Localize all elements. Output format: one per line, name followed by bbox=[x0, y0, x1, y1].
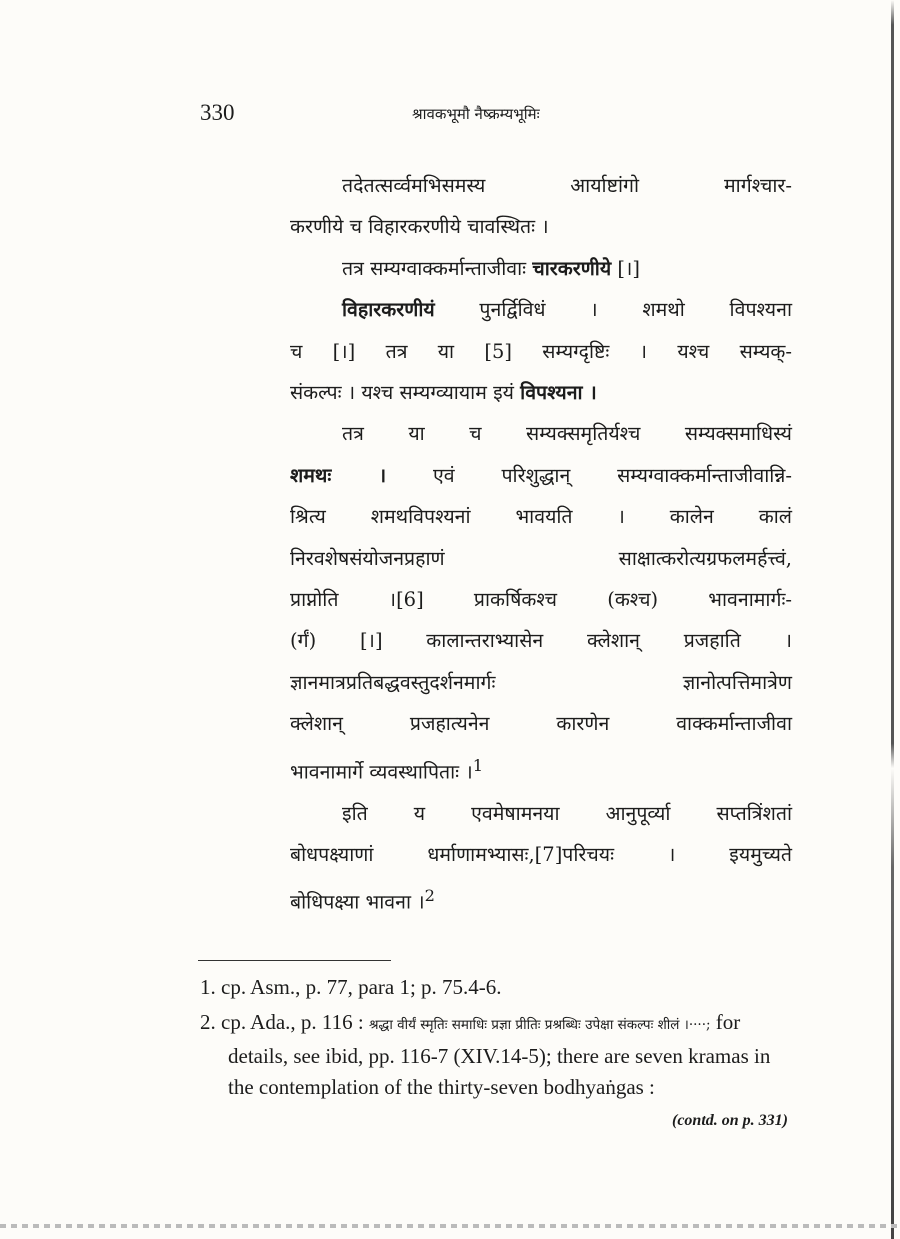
text-line: तत्र या च सम्यक्समृतिर्यश्च सम्यक्समाधिस्यं bbox=[342, 422, 792, 446]
text-line: बोधपक्ष्याणां धर्माणामभ्यासः,[7]परिचयः । इयमुच्यते bbox=[290, 843, 792, 866]
footnote-1: 1. cp. Asm., p. 77, para 1; p. 75.4-6. bbox=[200, 975, 502, 999]
text-line: ज्ञानमात्रप्रतिबद्धवस्तुदर्शनमार्गः ज्ञानोत्पत्तिमात्रेण bbox=[290, 670, 792, 694]
bold-term: विहारकरणीयं bbox=[342, 298, 435, 322]
sanskrit-quote: श्रद्धा वीर्यं स्मृतिः समाधिः प्रज्ञा प्रीतिः प्रश्रब्धिः उपेक्षा संकल्पः शीलं ।····; bbox=[368, 1017, 711, 1033]
text-line: (र्गं) [।] कालान्तराभ्यासेन क्लेशान् प्रजहाति । bbox=[290, 629, 792, 653]
text-run: for details, see ibid, pp. 116-7 (XIV.14-5); there are seven kramas in the contemplation of the thirty-seven bodhyaṅgas : bbox=[228, 1010, 771, 1099]
text-run: भावनामार्गे व्यवस्थापिताः । bbox=[290, 760, 473, 784]
text-run: एवं परिशुद्धान् सम्यग्वाक्कर्मान्ताजीवान्नि- bbox=[386, 463, 792, 487]
text-line: तदेतत्सर्व्वमभिसमस्य आर्याष्टांगो मार्गश्चार- bbox=[342, 174, 792, 197]
page-bottom-edge bbox=[0, 1224, 900, 1228]
text-run: संकल्पः । यश्च सम्यग्व्यायाम इयं bbox=[290, 381, 521, 405]
bold-term: चारकरणीये bbox=[532, 256, 612, 280]
text-line: करणीये च विहारकरणीये चावस्थितः । bbox=[290, 215, 549, 239]
text-run: 2. cp. Ada., p. 116 : bbox=[200, 1010, 369, 1034]
text-line bbox=[290, 289, 792, 330]
main-text bbox=[290, 165, 792, 923]
footnote-2 bbox=[200, 1007, 792, 1103]
running-title: श्रावकभूमौ नैष्क्रम्यभूमिः bbox=[412, 105, 540, 123]
text-line: इति य एवमेषामनया आनुपूर्व्या सप्तत्रिंशतां bbox=[342, 801, 792, 825]
text-line: निरवशेषसंयोजनप्रहाणं साक्षात्करोत्यग्रफलमर्हत्त्वं, bbox=[290, 546, 792, 570]
page-edge-shadow bbox=[891, 0, 894, 1239]
text-line: च [।] तत्र या [5] सम्यग्दृष्टिः । यश्च सम्यक्- bbox=[290, 339, 792, 363]
footnotes bbox=[200, 972, 792, 1136]
continuation-note: (contd. on p. 331) bbox=[672, 1112, 788, 1129]
bold-term: विपश्यना । bbox=[520, 381, 597, 405]
text-line: श्रित्य शमथविपश्यनां भावयति । कालेन कालं bbox=[290, 505, 792, 529]
text-line bbox=[290, 455, 792, 496]
text-run: [।] bbox=[611, 256, 640, 280]
footnote-ref: 1 bbox=[472, 755, 484, 775]
text-line: क्लेशान् प्रजहात्यनेन कारणेन वाक्कर्मान्ताजीवा bbox=[290, 712, 792, 736]
text-line bbox=[290, 745, 792, 793]
text-run: बोधिपक्ष्या भावना । bbox=[290, 890, 425, 914]
text-line bbox=[290, 372, 792, 413]
page-number: 330 bbox=[200, 100, 235, 125]
text-line bbox=[290, 875, 792, 923]
text-line bbox=[290, 248, 792, 289]
footnote-ref: 2 bbox=[424, 886, 435, 906]
text-run: तत्र सम्यग्वाक्कर्मान्ताजीवाः bbox=[342, 256, 533, 280]
text-line: प्राप्नोति ।[6] प्राकर्षिकश्च (कश्च) भावनामार्गः- bbox=[290, 588, 792, 612]
footnote-divider bbox=[198, 960, 391, 961]
bold-term: शमथः । bbox=[290, 463, 387, 487]
text-run: पुनर्द्विविधं । शमथो विपश्यना bbox=[434, 298, 792, 322]
